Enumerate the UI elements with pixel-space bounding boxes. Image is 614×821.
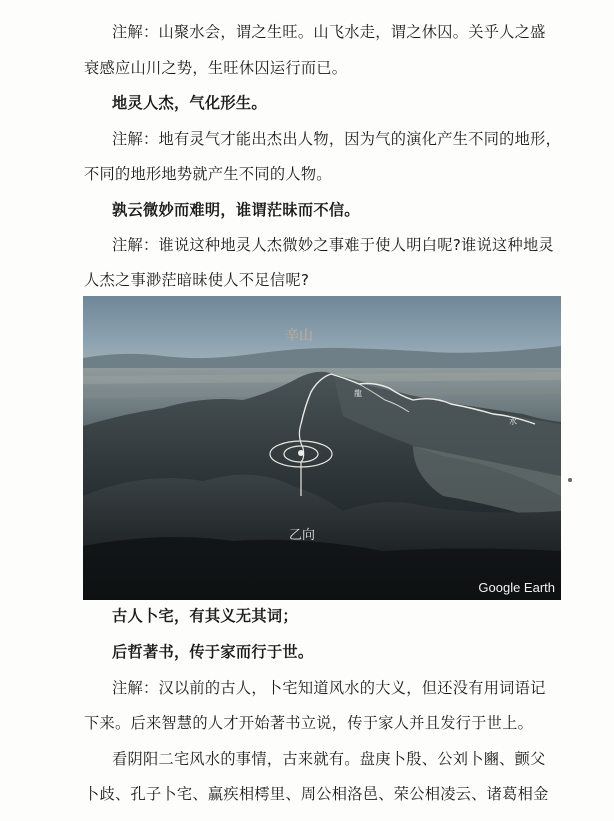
scan-speck xyxy=(568,478,572,482)
terrain-image xyxy=(83,296,561,600)
paragraph-5-line-1: 看阴阳二宅风水的事情，古来就有。盘庚卜殷、公刘卜豳、颤父 xyxy=(112,750,546,768)
terrain-figure xyxy=(83,296,561,600)
verse-heading-3: 古人卜宅，有其义无其词； xyxy=(112,607,298,625)
site-center-dot xyxy=(298,450,304,456)
paragraph-5-line-2: 卜歧、孔子卜宅、赢疾相樗里、周公相洛邑、荣公相凌云、诸葛相金 xyxy=(84,785,549,803)
paragraph-note-3-line-1: 注解：谁说这种地灵人杰微妙之事难于使人明白呢?谁说这种地灵 xyxy=(112,236,555,254)
paragraph-note-3-line-2: 人杰之事渺茫暗昧使人不足信呢? xyxy=(84,271,310,289)
label-water: 水 xyxy=(509,417,517,426)
paragraph-note-1-line-1: 注解：山聚水会，谓之生旺。山飞水走，谓之休囚。关乎人之盛 xyxy=(112,23,546,41)
verse-heading-1: 地灵人杰，气化形生。 xyxy=(112,94,267,112)
verse-heading-2: 孰云微妙而难明，谁谓茫昧而不信。 xyxy=(112,201,360,219)
paragraph-note-2-line-1: 注解：地有灵气才能出杰出人物，因为气的演化产生不同的地形， xyxy=(112,130,562,148)
label-yi-direction: 乙向 xyxy=(288,528,316,543)
label-dragon: 龍 xyxy=(354,389,362,398)
paragraph-note-1-line-2: 衰感应山川之势，生旺休囚运行而已。 xyxy=(84,59,348,77)
verse-heading-4: 后哲著书，传于家而行于世。 xyxy=(112,643,314,661)
paragraph-note-4-line-1: 注解：汉以前的古人，卜宅知道风水的大义，但还没有用词语记 xyxy=(112,679,546,697)
paragraph-note-2-line-2: 不同的地形地势就产生不同的人物。 xyxy=(84,165,332,183)
label-xin-mountain: 辛山 xyxy=(285,328,313,344)
google-earth-watermark: Google Earth xyxy=(478,580,555,595)
paragraph-note-4-line-2: 下来。后来智慧的人才开始著书立说，传于家人并且发行于世上。 xyxy=(84,714,534,732)
